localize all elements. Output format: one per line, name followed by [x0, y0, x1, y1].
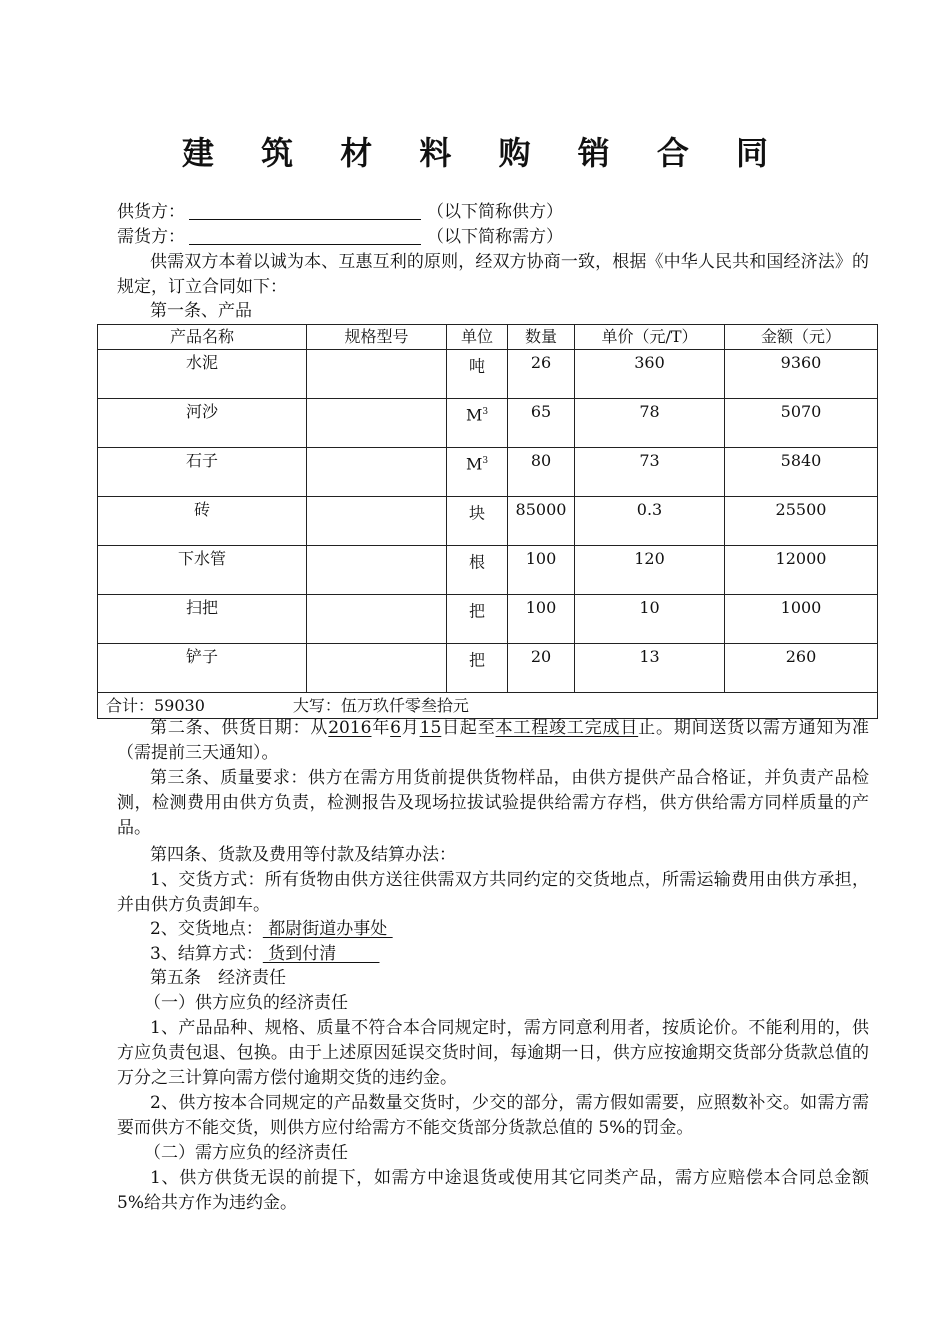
- article5-p3: 1、供方供货无误的前提下，如需方中途退货或使用其它同类产品，需方应赔偿本合同总金额 5%给共方作为违约金。: [117, 1168, 869, 1213]
- cell-unit: 把: [447, 644, 508, 693]
- cell-amount: 12000: [725, 546, 878, 595]
- table-row: [98, 448, 878, 497]
- col-header-price: 单价（元/T）: [575, 325, 725, 350]
- cell-amount: 260: [725, 644, 878, 693]
- supplier-label: 供货方：: [117, 202, 185, 222]
- cell-spec: [307, 350, 447, 399]
- table-row: [98, 644, 878, 693]
- cell-spec: [307, 546, 447, 595]
- cell-unit: 吨: [447, 350, 508, 399]
- start-month: 6: [390, 718, 401, 738]
- cell-price: 13: [575, 644, 725, 693]
- cell-name: 砖: [98, 497, 307, 546]
- cell-unit: $M^3$: [447, 399, 508, 448]
- article3-paragraph: 第三条、质量要求：供方在需方用货前提供货物样品，由供方提供产品合格证，并负责产品检测，检测费用由供方负责，检测报告及现场拉拔试验提供给需方存档，供方供给需方同样质量的产品。: [117, 768, 869, 838]
- cell-name: 扫把: [98, 595, 307, 644]
- cell-spec: [307, 497, 447, 546]
- col-header-amount: 金额（元）: [725, 325, 878, 350]
- cell-amount: 9360: [725, 350, 878, 399]
- cell-spec: [307, 644, 447, 693]
- table-header-row: [98, 325, 878, 350]
- cell-spec: [307, 595, 447, 644]
- cell-unit: 根: [447, 546, 508, 595]
- cell-amount: 1000: [725, 595, 878, 644]
- article1-heading: 第一条、产品: [150, 301, 252, 321]
- cell-price: 120: [575, 546, 725, 595]
- cell-qty: 20: [508, 644, 575, 693]
- total-cell: [98, 693, 878, 719]
- article4-item2: 2、交货地点： 都尉街道办事处: [150, 919, 393, 939]
- article5-sub2: （二）需方应负的经济责任: [144, 1143, 348, 1163]
- article4-heading: 第四条、货款及费用等付款及结算办法：: [150, 845, 456, 865]
- supplier-note: （以下简称供方）: [427, 202, 563, 222]
- start-year: 2016: [328, 718, 372, 738]
- buyer-line: [117, 225, 563, 249]
- end-date: 本工程竣工完成日: [495, 718, 639, 738]
- cell-price: 360: [575, 350, 725, 399]
- total-words: 大写：伍万玖仟零叁拾元: [292, 696, 469, 715]
- cell-price: 0.3: [575, 497, 725, 546]
- cell-qty: 26: [508, 350, 575, 399]
- article4-item3: 3、结算方式： 货到付清: [150, 944, 380, 964]
- cell-qty: 65: [508, 399, 575, 448]
- supplier-blank[interactable]: [189, 201, 421, 220]
- cell-qty: 100: [508, 546, 575, 595]
- col-header-spec: 规格型号: [307, 325, 447, 350]
- article5-p1: 1、产品品种、规格、质量不符合本合同规定时，需方同意利用者，按质论价。不能利用的，供方应负责包退、包换。由于上述原因延误交货时间，每逾期一日，供方应按逾期交货部分货款总值的万分之三计算向需方偿付逾期交货的违约金。: [117, 1018, 869, 1088]
- article4-item1: 1、交货方式：所有货物由供方送往供需双方共同约定的交货地点，所需运输费用由供方承担，并由供方负责卸车。: [117, 870, 869, 915]
- start-day: 15: [419, 718, 442, 738]
- cell-spec: [307, 399, 447, 448]
- cell-name: 铲子: [98, 644, 307, 693]
- cell-unit: 块: [447, 497, 508, 546]
- table-row: [98, 350, 878, 399]
- delivery-location: 都尉街道办事处: [262, 919, 393, 939]
- cell-spec: [307, 448, 447, 497]
- cell-price: 78: [575, 399, 725, 448]
- table-row: [98, 497, 878, 546]
- cell-name: 下水管: [98, 546, 307, 595]
- col-header-unit: 单位: [447, 325, 508, 350]
- cell-qty: 100: [508, 595, 575, 644]
- total-label: 合计：59030: [106, 696, 205, 715]
- cell-amount: 5070: [725, 399, 878, 448]
- cell-unit: $M^3$: [447, 448, 508, 497]
- buyer-note: （以下简称需方）: [427, 227, 563, 247]
- product-table: [97, 324, 878, 719]
- cell-unit: 把: [447, 595, 508, 644]
- cell-amount: 5840: [725, 448, 878, 497]
- table-row: [98, 399, 878, 448]
- cell-name: 河沙: [98, 399, 307, 448]
- cell-price: 10: [575, 595, 725, 644]
- col-header-name: 产品名称: [98, 325, 307, 350]
- cell-qty: 80: [508, 448, 575, 497]
- supplier-line: [117, 200, 563, 224]
- table-total-row: [98, 693, 878, 719]
- article5-heading: 第五条 经济责任: [150, 968, 286, 988]
- cell-qty: 85000: [508, 497, 575, 546]
- table-row: [98, 595, 878, 644]
- cell-name: 水泥: [98, 350, 307, 399]
- cell-name: 石子: [98, 448, 307, 497]
- settlement-method: 货到付清: [262, 944, 380, 964]
- buyer-label: 需货方：: [117, 227, 185, 247]
- buyer-blank[interactable]: [189, 226, 421, 245]
- cell-price: 73: [575, 448, 725, 497]
- cell-amount: 25500: [725, 497, 878, 546]
- article5-p2: 2、供方按本合同规定的产品数量交货时，少交的部分，需方假如需要，应照数补交。如需方需要而供方不能交货，则供方应付给需方不能交货部分货款总值的 5%的罚金。: [117, 1093, 869, 1138]
- col-header-qty: 数量: [508, 325, 575, 350]
- intro-paragraph: 供需双方本着以诚为本、互惠互利的原则，经双方协商一致，根据《中华人民共和国经济法》的规定，订立合同如下：: [117, 252, 869, 297]
- article5-sub1: （一）供方应负的经济责任: [144, 993, 348, 1013]
- contract-title: 建 筑 材 料 购 销 合 同: [182, 134, 786, 172]
- table-row: [98, 546, 878, 595]
- article2-paragraph: 第二条、供货日期：从2016年6月15日起至本工程竣工完成日止。期间送货以需方通知为准（需提前三天通知）。: [117, 718, 870, 763]
